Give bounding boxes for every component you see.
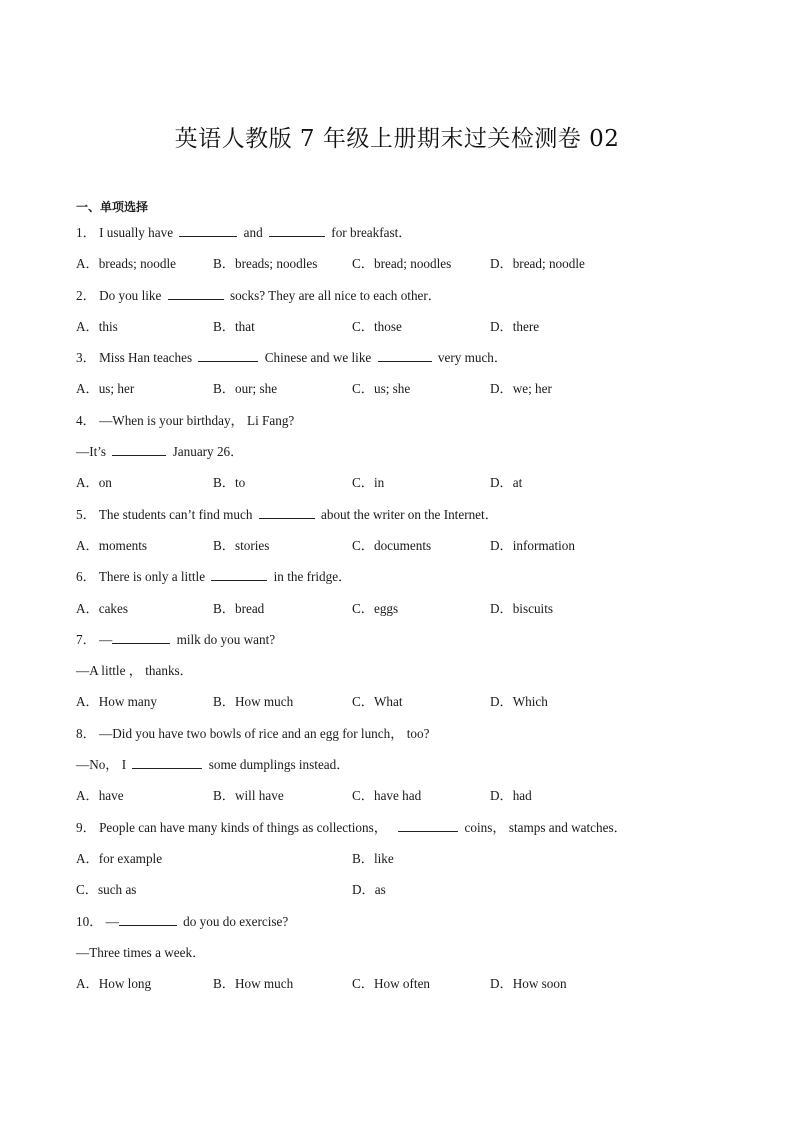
answer-blank[interactable] [198, 347, 258, 362]
answer-blank[interactable] [112, 441, 166, 456]
question-text: milk do you want? [176, 631, 276, 647]
option-a[interactable]: A．on [76, 475, 112, 491]
option-d[interactable]: D．had [490, 788, 532, 804]
question-text: about the writer on the Internet． [321, 506, 498, 522]
question-text: —It’s [76, 444, 107, 460]
question-number: 9． [76, 819, 96, 835]
option-b[interactable]: B．bread [213, 600, 265, 616]
option-b[interactable]: B．to [213, 475, 246, 491]
question-text: —A little ， thanks． [76, 663, 193, 679]
option-d[interactable]: D．there [490, 318, 540, 334]
option-c[interactable]: C．bread; noodles [352, 256, 452, 272]
question-10 [76, 911, 726, 942]
question-9 [76, 817, 726, 848]
option-d[interactable]: D．How soon [490, 976, 567, 992]
answer-blank[interactable] [259, 504, 315, 519]
question-text: some dumplings instead． [208, 757, 350, 773]
question-list [76, 222, 726, 1004]
question-2 [76, 285, 726, 316]
question-number: 5． [76, 506, 96, 522]
question-text: do you do exercise? [183, 913, 289, 929]
question-text: — [99, 631, 113, 647]
question-text: — [105, 913, 119, 929]
question-text: Miss Han teaches [99, 350, 193, 366]
options-row [76, 316, 726, 347]
page-title: 英语人教版 7 年级上册期末过关检测卷 02 [174, 126, 620, 152]
question-text: coins， stamps and watches． [464, 819, 627, 835]
question-text: There is only a little [98, 569, 206, 585]
question-text: —No， I [76, 757, 127, 773]
options-row [76, 378, 726, 409]
question-number: 7． [76, 631, 96, 647]
question-text: and [243, 225, 263, 240]
question-text: Do you like [99, 287, 162, 303]
answer-blank[interactable] [112, 629, 170, 644]
question-number: 2． [76, 287, 96, 303]
option-b[interactable]: B．like [352, 850, 394, 866]
option-c[interactable]: C．How often [352, 976, 431, 992]
answer-blank[interactable] [119, 911, 177, 926]
question-8 [76, 723, 726, 754]
option-b[interactable]: B．How much [213, 694, 294, 710]
option-a[interactable]: A．have [76, 788, 124, 804]
option-b[interactable]: B．breads; noodles [213, 256, 318, 272]
option-a[interactable]: A．How many [76, 694, 157, 710]
options-row [76, 472, 726, 503]
option-b[interactable]: B．that [213, 318, 255, 334]
option-a[interactable]: A．How long [76, 976, 152, 992]
question-number: 3． [76, 350, 96, 366]
options-row [76, 598, 726, 629]
option-b[interactable]: B．stories [213, 537, 270, 553]
option-c[interactable]: C．such as [76, 882, 137, 898]
question-7 [76, 629, 726, 660]
question-1 [76, 222, 726, 253]
options-row [76, 253, 726, 284]
option-a[interactable]: A．this [76, 318, 118, 334]
option-c[interactable]: C．eggs [352, 600, 399, 616]
answer-blank[interactable] [179, 222, 237, 237]
option-a[interactable]: A．us; her [76, 381, 135, 397]
option-d[interactable]: D．biscuits [490, 600, 554, 616]
answer-blank[interactable] [132, 754, 202, 769]
question-10-reply-line [76, 942, 726, 973]
answer-blank[interactable] [378, 347, 432, 362]
option-d[interactable]: D．Which [490, 694, 548, 710]
option-a[interactable]: A．for example [76, 850, 163, 866]
question-text: The students can’t find much [98, 506, 253, 522]
option-d[interactable]: D．we; her [490, 381, 552, 397]
question-3 [76, 347, 726, 378]
question-text: socks? They are all nice to each other． [229, 287, 441, 303]
options-row [76, 691, 726, 722]
question-text: Chinese and we like [264, 350, 372, 366]
option-a[interactable]: A．breads; noodle [76, 256, 176, 272]
option-d[interactable]: D．at [490, 475, 523, 491]
option-d[interactable]: D．information [490, 537, 575, 553]
question-text: in the fridge． [273, 569, 352, 585]
answer-blank[interactable] [211, 566, 267, 581]
option-a[interactable]: A．cakes [76, 600, 128, 616]
options-row [76, 973, 726, 1004]
question-8-reply-line [76, 754, 726, 785]
question-text: People can have many kinds of things as collections， [99, 819, 387, 835]
question-text: —Did you have two bowls of rice and an egg for lunch， too? [99, 725, 430, 741]
question-text: —When is your birthday， Li Fang? [99, 412, 295, 428]
option-b[interactable]: B．our; she [213, 381, 278, 397]
answer-blank[interactable] [398, 817, 458, 832]
option-b[interactable]: B．How much [213, 976, 294, 992]
question-text: very much． [437, 350, 508, 366]
question-text: —Three times a week． [76, 944, 206, 960]
question-4 [76, 410, 726, 441]
question-number: 1． [76, 225, 96, 240]
option-c[interactable]: C．in [352, 475, 385, 491]
option-b[interactable]: B．will have [213, 788, 284, 804]
question-7-reply-line [76, 660, 726, 691]
option-c[interactable]: C．have had [352, 788, 422, 804]
question-text: for breakfast． [331, 225, 412, 240]
answer-blank[interactable] [269, 222, 325, 237]
question-number: 10． [76, 913, 103, 929]
question-number: 6． [76, 569, 96, 585]
options-row [76, 535, 726, 566]
question-text: I usually have [99, 225, 174, 240]
question-6 [76, 566, 726, 597]
answer-blank[interactable] [168, 285, 224, 300]
question-number: 8． [76, 725, 96, 741]
option-c[interactable]: C．documents [352, 537, 432, 553]
option-c[interactable]: C．us; she [352, 381, 411, 397]
question-5 [76, 504, 726, 535]
section-heading: 一、单项选择 [76, 200, 149, 214]
options-row [76, 848, 726, 879]
option-d[interactable]: D．bread; noodle [490, 256, 585, 272]
question-text: January 26． [172, 444, 244, 460]
option-d[interactable]: D．as [352, 882, 386, 898]
option-a[interactable]: A．moments [76, 537, 148, 553]
question-4-answer-line [76, 441, 726, 472]
option-c[interactable]: C．those [352, 318, 402, 334]
options-row [76, 785, 726, 816]
question-number: 4． [76, 412, 96, 428]
option-c[interactable]: C．What [352, 694, 403, 710]
options-row [76, 879, 726, 910]
